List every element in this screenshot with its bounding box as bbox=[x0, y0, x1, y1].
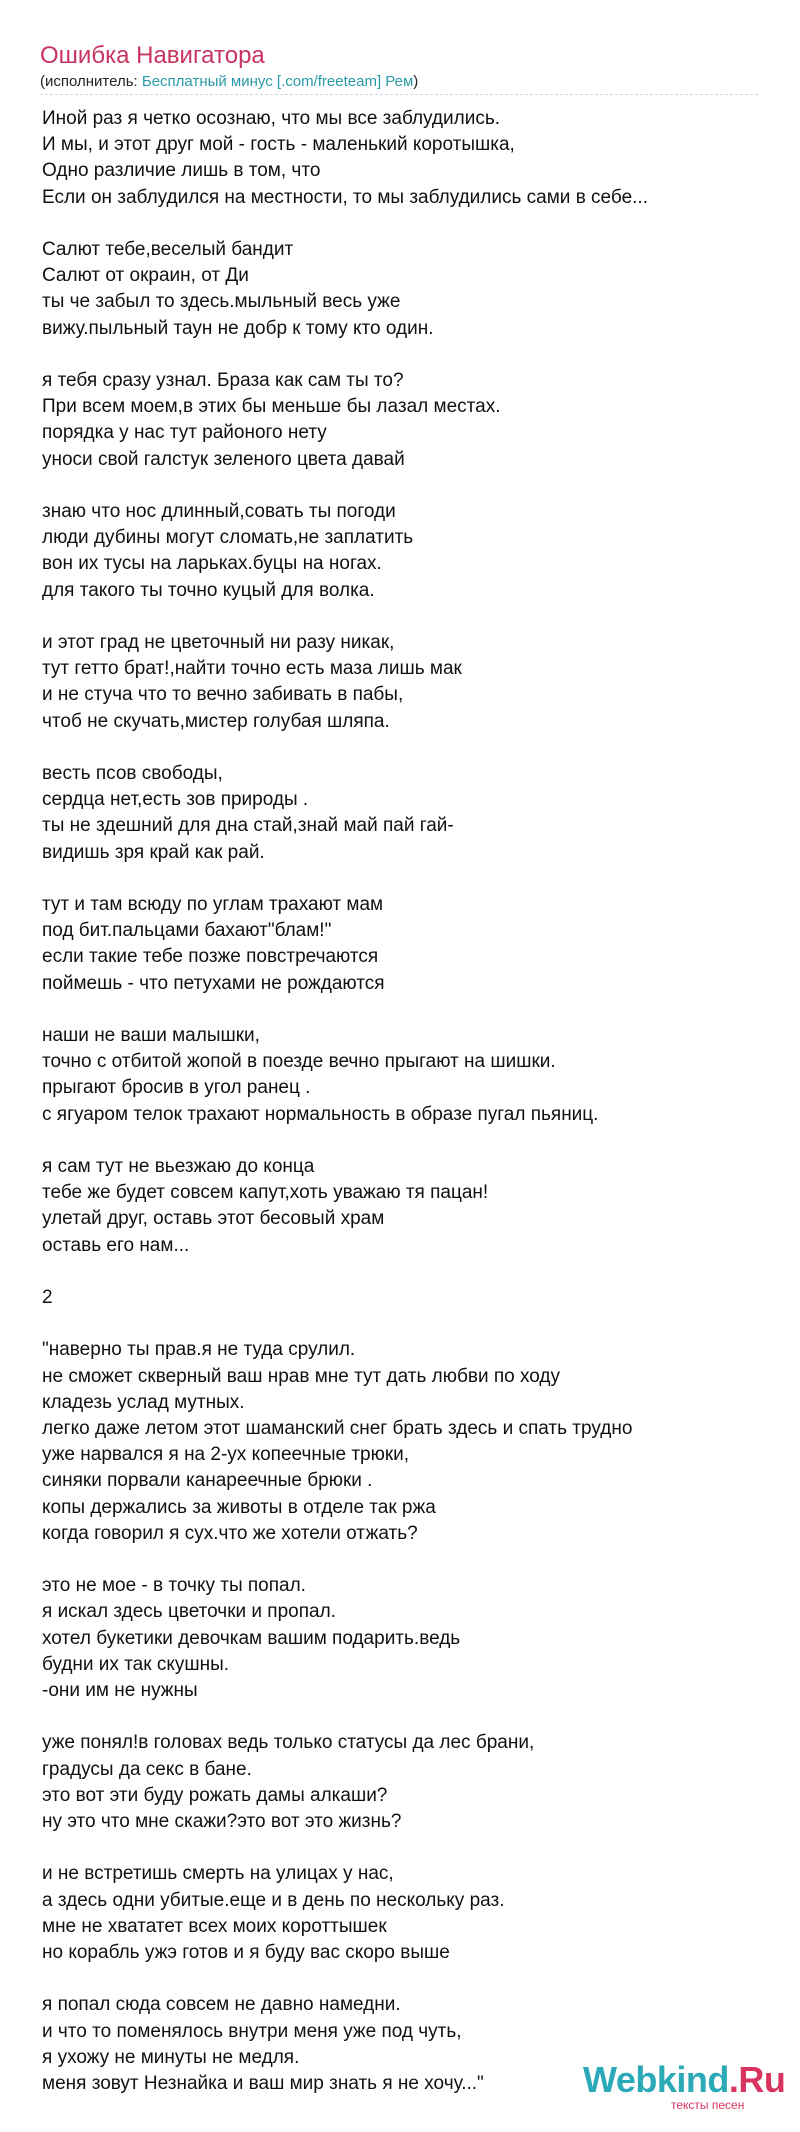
lyrics-line: хотел букетики девочкам вашим подарить.ведь bbox=[42, 1627, 461, 1649]
performer-suffix: ) bbox=[413, 73, 419, 90]
lyrics-line: порядка у нас тут районого нету bbox=[42, 422, 327, 444]
lyrics-line: наши не ваши малышки, bbox=[42, 1025, 260, 1046]
lyrics-blank-line bbox=[42, 1835, 762, 1861]
lyrics-line: я попал сюда совсем не давно намедни. bbox=[42, 1994, 401, 2016]
performer-prefix: (исполнитель: bbox=[40, 73, 142, 90]
lyrics-line: кладезь услад мутных. bbox=[42, 1391, 245, 1413]
lyrics-line: с ягуаром телок трахают нормальность в образе пугал пьяниц. bbox=[42, 1103, 599, 1125]
lyrics-line: я искал здесь цветочки и пропал. bbox=[42, 1601, 336, 1623]
lyrics-line: Одно различие лишь в том, что bbox=[42, 160, 321, 182]
lyrics-blank-line bbox=[42, 735, 762, 761]
lyrics-line: уже нарвался я на 2-ух копеечные трюки, bbox=[42, 1444, 410, 1466]
lyrics-line: улетай друг, оставь этот бесовый храм bbox=[42, 1208, 385, 1230]
lyrics-line: для такого ты точно куцый для волка. bbox=[42, 579, 375, 601]
lyrics-line: мне не хвататет всех моих короттышек bbox=[42, 1915, 387, 1937]
lyrics-line: Салют тебе,веселый бандит bbox=[42, 239, 294, 260]
logo-wordmark bbox=[583, 2059, 786, 2100]
lyrics-line: точно с отбитой жопой в поезде вечно прыгают на шишки. bbox=[42, 1051, 556, 1073]
lyrics-blank-line bbox=[42, 473, 762, 499]
lyrics-line: я тебя сразу узнал. Браза как сам ты то? bbox=[42, 370, 404, 391]
lyrics-line: и не стуча что то вечно забивать в пабы, bbox=[42, 684, 404, 706]
lyrics-line: тут и там всюду по углам трахают мам bbox=[42, 894, 384, 915]
lyrics-line: 2 bbox=[42, 1287, 53, 1308]
lyrics-blank-line bbox=[42, 1704, 762, 1730]
lyrics-line: тут гетто брат!,найти точно есть маза лишь мак bbox=[42, 658, 462, 680]
lyrics-line: Иной раз я четко осознаю, что мы все заблудились. bbox=[42, 108, 501, 129]
lyrics-blank-line bbox=[42, 342, 762, 368]
lyrics-line: Если он заблудился на местности, то мы заблудились сами в себе... bbox=[42, 186, 648, 208]
lyrics-blank-line bbox=[42, 1547, 762, 1573]
lyrics-text bbox=[42, 106, 762, 2097]
lyrics-line: прыгают бросив в угол ранец . bbox=[42, 1077, 311, 1099]
lyrics-line: и не встретишь смерть на улицах у нас, bbox=[42, 1863, 394, 1885]
lyrics-line: меня зовут Незнайка и ваш мир знать я не хочу..." bbox=[42, 2073, 484, 2095]
performer-line bbox=[40, 72, 418, 92]
lyrics-blank-line bbox=[42, 211, 762, 237]
lyrics-line: "наверно ты прав.я не туда срулил. bbox=[42, 1339, 356, 1361]
webkind-logo[interactable] bbox=[583, 2059, 786, 2120]
lyrics-line: копы держались за животы в отделе так ржа bbox=[42, 1496, 436, 1518]
lyrics-line: это вот эти буду рожать дамы алкаши? bbox=[42, 1784, 388, 1806]
lyrics-line: и этот град не цветочный ни разу никак, bbox=[42, 632, 395, 653]
lyrics-line: если такие тебе позже повстречаются bbox=[42, 946, 379, 968]
lyrics-line: знаю что нос длинный,совать ты погоди bbox=[42, 501, 396, 522]
lyrics-line: люди дубины могут сломать,не заплатить bbox=[42, 527, 414, 549]
lyrics-line: градусы да секс в бане. bbox=[42, 1758, 252, 1780]
lyrics-blank-line bbox=[42, 1311, 762, 1337]
logo-tagline: тексты песен bbox=[671, 2098, 745, 2112]
song-title: Ошибка Навигатора bbox=[40, 42, 265, 69]
logo-main-text: Webkind bbox=[583, 2059, 729, 2100]
lyrics-line: а здесь одни убитые.еще и в день по нескольку раз. bbox=[42, 1889, 505, 1911]
lyrics-line: я сам тут не вьезжаю до конца bbox=[42, 1156, 315, 1177]
header-divider bbox=[40, 94, 758, 95]
lyrics-line: вон их тусы на ларьках.буцы на ногах. bbox=[42, 553, 382, 575]
lyrics-blank-line bbox=[42, 997, 762, 1023]
lyrics-line: Салют от окраин, от Ди bbox=[42, 265, 249, 287]
lyrics-line: поймешь - что петухами не рождаются bbox=[42, 972, 385, 994]
logo-suffix-text: .Ru bbox=[728, 2059, 786, 2100]
lyrics-blank-line bbox=[42, 604, 762, 630]
lyrics-blank-line bbox=[42, 1966, 762, 1992]
lyrics-line: И мы, и этот друг мой - гость - маленький коротышка, bbox=[42, 134, 515, 156]
lyrics-line: но корабль ужэ готов и я буду вас скоро выше bbox=[42, 1942, 450, 1964]
lyrics-blank-line bbox=[42, 1128, 762, 1154]
lyrics-line: под бит.пальцами бахают"блам!" bbox=[42, 920, 332, 942]
lyrics-line: тебе же будет совсем капут,хоть уважаю тя пацан! bbox=[42, 1182, 489, 1204]
lyrics-line: когда говорил я сух.что же хотели отжать? bbox=[42, 1522, 418, 1544]
lyrics-line: чтоб не скучать,мистер голубая шляпа. bbox=[42, 710, 390, 732]
lyrics-line: вижу.пыльный таун не добр к тому кто один. bbox=[42, 317, 434, 339]
lyrics-blank-line bbox=[42, 866, 762, 892]
lyrics-line: уноси свой галстук зеленого цвета давай bbox=[42, 448, 405, 470]
lyrics-line: сердца нет,есть зов природы . bbox=[42, 789, 309, 811]
lyrics-line: весть псов свободы, bbox=[42, 763, 223, 784]
performer-link[interactable]: Бесплатный минус [.com/freeteam] Рем bbox=[141, 73, 414, 90]
lyrics-line: я ухожу не минуты не медля. bbox=[42, 2046, 300, 2068]
lyrics-line: будни их так скушны. bbox=[42, 1653, 230, 1675]
lyrics-line: видишь зря край как рай. bbox=[42, 841, 265, 863]
lyrics-line: ты че забыл то здесь.мыльный весь уже bbox=[42, 291, 401, 313]
lyrics-line: и что то поменялось внутри меня уже под чуть, bbox=[42, 2020, 462, 2042]
lyrics-line: это не мое - в точку ты попал. bbox=[42, 1575, 306, 1597]
lyrics-line: ты не здешний для дна стай,знай май пай гай- bbox=[42, 815, 454, 837]
lyrics-line: При всем моем,в этих бы меньше бы лазал местах. bbox=[42, 396, 501, 418]
lyrics-line: оставь его нам... bbox=[42, 1234, 190, 1256]
lyrics-blank-line bbox=[42, 1259, 762, 1285]
lyrics-line: не сможет скверный ваш нрав мне тут дать любви по ходу bbox=[42, 1365, 560, 1387]
lyrics-line: ну это что мне скажи?это вот это жизнь? bbox=[42, 1811, 402, 1833]
lyrics-line: легко даже летом этот шаманский снег брать здесь и спать трудно bbox=[42, 1418, 633, 1439]
lyrics-line: уже понял!в головах ведь только статусы да лес брани, bbox=[42, 1732, 535, 1754]
lyrics-line: синяки порвали канареечные брюки . bbox=[42, 1470, 373, 1492]
lyrics-line: -они им не нужны bbox=[42, 1680, 198, 1702]
